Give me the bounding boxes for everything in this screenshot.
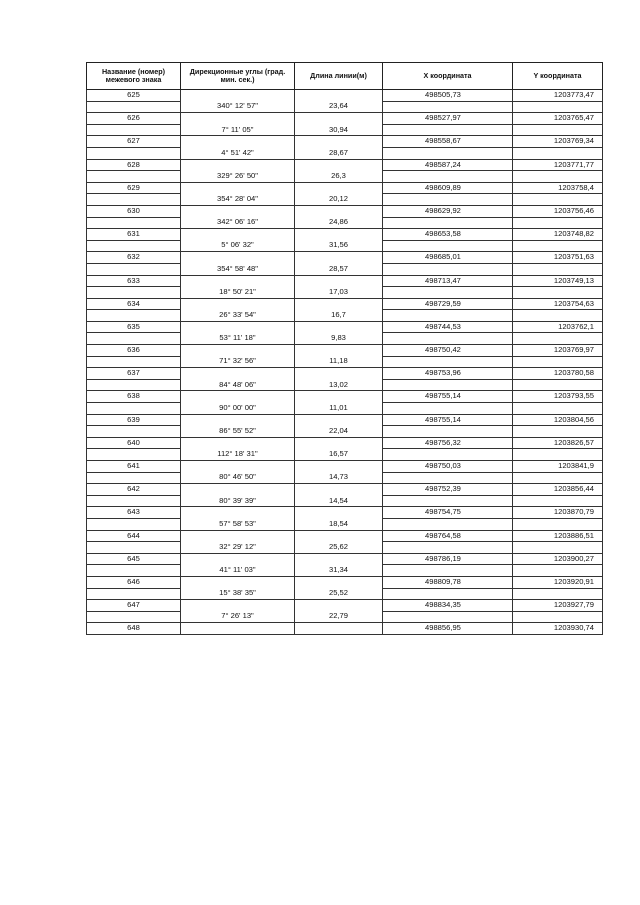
empty-cell: [513, 588, 603, 600]
empty-cell: [383, 403, 513, 415]
empty-cell: [181, 391, 295, 403]
empty-cell: [87, 611, 181, 623]
x-coordinate: 498587,24: [383, 159, 513, 171]
empty-cell: [87, 449, 181, 461]
empty-cell: [181, 205, 295, 217]
direction-angle: 84° 48' 06": [181, 379, 295, 391]
direction-angle: 4° 51' 42": [181, 147, 295, 159]
segment-row: [87, 518, 603, 530]
y-coordinate: 1203773,47: [513, 90, 603, 102]
header-point-name: Название (номер) межевого знака: [87, 63, 181, 90]
empty-cell: [295, 136, 383, 148]
point-row: [87, 90, 603, 102]
y-coordinate: 1203780,58: [513, 368, 603, 380]
empty-cell: [513, 333, 603, 345]
direction-angle: 340° 12' 57": [181, 101, 295, 113]
segment-row: [87, 240, 603, 252]
point-row: [87, 368, 603, 380]
direction-angle: 57° 58' 53": [181, 518, 295, 530]
direction-angle: 90° 00' 00": [181, 403, 295, 415]
point-number: 633: [87, 275, 181, 287]
point-number: 643: [87, 507, 181, 519]
empty-cell: [181, 252, 295, 264]
y-coordinate: 1203793,55: [513, 391, 603, 403]
line-length: 22,79: [295, 611, 383, 623]
empty-cell: [181, 321, 295, 333]
empty-cell: [181, 461, 295, 473]
empty-cell: [87, 379, 181, 391]
y-coordinate: 1203826,57: [513, 437, 603, 449]
empty-cell: [295, 414, 383, 426]
x-coordinate: 498856,95: [383, 623, 513, 635]
empty-cell: [181, 90, 295, 102]
segment-row: [87, 217, 603, 229]
empty-cell: [513, 565, 603, 577]
point-number: 638: [87, 391, 181, 403]
empty-cell: [383, 472, 513, 484]
point-number: 628: [87, 159, 181, 171]
empty-cell: [181, 507, 295, 519]
point-number: 645: [87, 553, 181, 565]
x-coordinate: 498754,75: [383, 507, 513, 519]
point-row: [87, 391, 603, 403]
empty-cell: [383, 240, 513, 252]
line-length: 13,02: [295, 379, 383, 391]
point-row: [87, 205, 603, 217]
segment-row: [87, 101, 603, 113]
segment-row: [87, 379, 603, 391]
point-row: [87, 576, 603, 588]
point-row: [87, 182, 603, 194]
direction-angle: 86° 55' 52": [181, 426, 295, 438]
x-coordinate: 498756,32: [383, 437, 513, 449]
empty-cell: [87, 263, 181, 275]
empty-cell: [513, 147, 603, 159]
segment-row: [87, 356, 603, 368]
x-coordinate: 498764,58: [383, 530, 513, 542]
empty-cell: [87, 565, 181, 577]
line-length: 16,7: [295, 310, 383, 322]
direction-angle: 80° 46' 50": [181, 472, 295, 484]
point-row: [87, 461, 603, 473]
empty-cell: [295, 391, 383, 403]
direction-angle: 342° 06' 16": [181, 217, 295, 229]
x-coordinate: 498653,58: [383, 229, 513, 241]
empty-cell: [87, 472, 181, 484]
empty-cell: [295, 159, 383, 171]
x-coordinate: 498809,78: [383, 576, 513, 588]
empty-cell: [295, 368, 383, 380]
segment-row: [87, 194, 603, 206]
direction-angle: 26° 33' 54": [181, 310, 295, 322]
point-row: [87, 600, 603, 612]
y-coordinate: 1203927,79: [513, 600, 603, 612]
empty-cell: [181, 345, 295, 357]
empty-cell: [295, 576, 383, 588]
direction-angle: 80° 39' 39": [181, 495, 295, 507]
segment-row: [87, 171, 603, 183]
y-coordinate: 1203870,79: [513, 507, 603, 519]
x-coordinate: 498750,03: [383, 461, 513, 473]
y-coordinate: 1203762,1: [513, 321, 603, 333]
direction-angle: 112° 18' 31": [181, 449, 295, 461]
x-coordinate: 498755,14: [383, 391, 513, 403]
empty-cell: [513, 101, 603, 113]
segment-row: [87, 611, 603, 623]
point-row: [87, 229, 603, 241]
empty-cell: [383, 542, 513, 554]
empty-cell: [181, 600, 295, 612]
empty-cell: [383, 147, 513, 159]
empty-cell: [87, 194, 181, 206]
segment-row: [87, 287, 603, 299]
table-header: [87, 63, 603, 90]
line-length: 22,04: [295, 426, 383, 438]
empty-cell: [87, 495, 181, 507]
point-number: 632: [87, 252, 181, 264]
point-number: 630: [87, 205, 181, 217]
point-number: 636: [87, 345, 181, 357]
line-length: 14,54: [295, 495, 383, 507]
point-number: 635: [87, 321, 181, 333]
empty-cell: [295, 623, 383, 635]
point-row: [87, 321, 603, 333]
x-coordinate: 498527,97: [383, 113, 513, 125]
line-length: 30,94: [295, 124, 383, 136]
empty-cell: [181, 298, 295, 310]
empty-cell: [181, 530, 295, 542]
line-length: 28,67: [295, 147, 383, 159]
point-number: 629: [87, 182, 181, 194]
empty-cell: [295, 530, 383, 542]
empty-cell: [513, 194, 603, 206]
line-length: 28,57: [295, 263, 383, 275]
direction-angle: 53° 11' 18": [181, 333, 295, 345]
empty-cell: [181, 229, 295, 241]
line-length: 18,54: [295, 518, 383, 530]
direction-angle: 18° 50' 21": [181, 287, 295, 299]
header-y-coordinate: Y координата: [513, 63, 603, 90]
point-number: 642: [87, 484, 181, 496]
empty-cell: [87, 310, 181, 322]
empty-cell: [513, 449, 603, 461]
empty-cell: [295, 507, 383, 519]
direction-angle: 329° 26' 50": [181, 171, 295, 183]
y-coordinate: 1203749,13: [513, 275, 603, 287]
empty-cell: [87, 356, 181, 368]
line-length: 9,83: [295, 333, 383, 345]
empty-cell: [295, 229, 383, 241]
segment-row: [87, 263, 603, 275]
empty-cell: [181, 484, 295, 496]
segment-row: [87, 472, 603, 484]
empty-cell: [383, 310, 513, 322]
segment-row: [87, 449, 603, 461]
empty-cell: [87, 588, 181, 600]
point-number: 646: [87, 576, 181, 588]
point-row: [87, 275, 603, 287]
segment-row: [87, 124, 603, 136]
empty-cell: [383, 217, 513, 229]
y-coordinate: 1203769,34: [513, 136, 603, 148]
empty-cell: [181, 553, 295, 565]
empty-cell: [513, 171, 603, 183]
x-coordinate: 498713,47: [383, 275, 513, 287]
empty-cell: [383, 124, 513, 136]
y-coordinate: 1203856,44: [513, 484, 603, 496]
line-length: 24,86: [295, 217, 383, 229]
empty-cell: [181, 136, 295, 148]
x-coordinate: 498629,92: [383, 205, 513, 217]
line-length: 25,52: [295, 588, 383, 600]
empty-cell: [87, 426, 181, 438]
point-row: [87, 159, 603, 171]
x-coordinate: 498753,96: [383, 368, 513, 380]
line-length: 31,34: [295, 565, 383, 577]
direction-angle: 354° 58' 48": [181, 263, 295, 275]
point-row: [87, 252, 603, 264]
point-number: 648: [87, 623, 181, 635]
segment-row: [87, 147, 603, 159]
empty-cell: [295, 298, 383, 310]
line-length: 26,3: [295, 171, 383, 183]
y-coordinate: 1203769,97: [513, 345, 603, 357]
point-row: [87, 437, 603, 449]
empty-cell: [383, 333, 513, 345]
empty-cell: [383, 588, 513, 600]
direction-angle: 15° 38' 35": [181, 588, 295, 600]
empty-cell: [181, 437, 295, 449]
point-number: 625: [87, 90, 181, 102]
line-length: 20,12: [295, 194, 383, 206]
segment-row: [87, 495, 603, 507]
empty-cell: [181, 414, 295, 426]
empty-cell: [513, 495, 603, 507]
empty-cell: [87, 518, 181, 530]
segment-row: [87, 403, 603, 415]
empty-cell: [513, 217, 603, 229]
empty-cell: [383, 379, 513, 391]
empty-cell: [383, 495, 513, 507]
segment-row: [87, 588, 603, 600]
empty-cell: [513, 542, 603, 554]
empty-cell: [87, 171, 181, 183]
point-row: [87, 484, 603, 496]
point-number: 639: [87, 414, 181, 426]
x-coordinate: 498744,53: [383, 321, 513, 333]
empty-cell: [87, 124, 181, 136]
x-coordinate: 498685,01: [383, 252, 513, 264]
line-length: 11,18: [295, 356, 383, 368]
empty-cell: [383, 611, 513, 623]
header-line-length: Длина линии(м): [295, 63, 383, 90]
y-coordinate: 1203930,74: [513, 623, 603, 635]
segment-row: [87, 333, 603, 345]
line-length: 16,57: [295, 449, 383, 461]
direction-angle: 5° 06' 32": [181, 240, 295, 252]
line-length: 31,56: [295, 240, 383, 252]
point-row: [87, 507, 603, 519]
segment-row: [87, 565, 603, 577]
x-coordinate: 498609,89: [383, 182, 513, 194]
empty-cell: [513, 263, 603, 275]
empty-cell: [513, 310, 603, 322]
empty-cell: [295, 182, 383, 194]
empty-cell: [295, 345, 383, 357]
y-coordinate: 1203771,77: [513, 159, 603, 171]
boundary-coordinates-table: [86, 62, 602, 635]
point-number: 627: [87, 136, 181, 148]
empty-cell: [295, 484, 383, 496]
empty-cell: [383, 101, 513, 113]
empty-cell: [181, 182, 295, 194]
x-coordinate: 498834,35: [383, 600, 513, 612]
empty-cell: [295, 461, 383, 473]
empty-cell: [87, 333, 181, 345]
table-body: [87, 90, 603, 635]
y-coordinate: 1203900,27: [513, 553, 603, 565]
y-coordinate: 1203804,56: [513, 414, 603, 426]
y-coordinate: 1203920,91: [513, 576, 603, 588]
segment-row: [87, 426, 603, 438]
empty-cell: [383, 449, 513, 461]
empty-cell: [383, 518, 513, 530]
empty-cell: [513, 356, 603, 368]
y-coordinate: 1203756,46: [513, 205, 603, 217]
point-number: 634: [87, 298, 181, 310]
point-row: [87, 136, 603, 148]
x-coordinate: 498752,39: [383, 484, 513, 496]
point-number: 641: [87, 461, 181, 473]
direction-angle: 7° 11' 05": [181, 124, 295, 136]
line-length: 11,01: [295, 403, 383, 415]
empty-cell: [513, 403, 603, 415]
empty-cell: [383, 287, 513, 299]
empty-cell: [87, 403, 181, 415]
line-length: 23,64: [295, 101, 383, 113]
empty-cell: [295, 90, 383, 102]
point-number: 644: [87, 530, 181, 542]
x-coordinate: 498755,14: [383, 414, 513, 426]
empty-cell: [295, 205, 383, 217]
line-length: 17,03: [295, 287, 383, 299]
point-number: 626: [87, 113, 181, 125]
y-coordinate: 1203754,63: [513, 298, 603, 310]
empty-cell: [87, 240, 181, 252]
empty-cell: [513, 611, 603, 623]
point-row: [87, 298, 603, 310]
empty-cell: [87, 147, 181, 159]
empty-cell: [181, 159, 295, 171]
empty-cell: [383, 426, 513, 438]
point-row: [87, 530, 603, 542]
empty-cell: [295, 553, 383, 565]
y-coordinate: 1203748,82: [513, 229, 603, 241]
empty-cell: [87, 287, 181, 299]
point-row: [87, 553, 603, 565]
header-x-coordinate: X координата: [383, 63, 513, 90]
direction-angle: 41° 11' 03": [181, 565, 295, 577]
point-row: [87, 345, 603, 357]
empty-cell: [87, 101, 181, 113]
header-direction-angle: Дирекционные углы (град. мин. сек.): [181, 63, 295, 90]
empty-cell: [513, 518, 603, 530]
line-length: 14,73: [295, 472, 383, 484]
direction-angle: 7° 26' 13": [181, 611, 295, 623]
x-coordinate: 498750,42: [383, 345, 513, 357]
y-coordinate: 1203758,4: [513, 182, 603, 194]
empty-cell: [87, 217, 181, 229]
empty-cell: [295, 321, 383, 333]
empty-cell: [295, 600, 383, 612]
point-row: [87, 414, 603, 426]
point-number: 631: [87, 229, 181, 241]
y-coordinate: 1203841,9: [513, 461, 603, 473]
x-coordinate: 498786,19: [383, 553, 513, 565]
empty-cell: [295, 113, 383, 125]
empty-cell: [181, 623, 295, 635]
y-coordinate: 1203751,63: [513, 252, 603, 264]
empty-cell: [383, 356, 513, 368]
empty-cell: [383, 194, 513, 206]
empty-cell: [513, 240, 603, 252]
empty-cell: [513, 426, 603, 438]
empty-cell: [383, 263, 513, 275]
point-number: 640: [87, 437, 181, 449]
empty-cell: [181, 368, 295, 380]
empty-cell: [513, 472, 603, 484]
point-number: 647: [87, 600, 181, 612]
x-coordinate: 498505,73: [383, 90, 513, 102]
direction-angle: 71° 32' 56": [181, 356, 295, 368]
segment-row: [87, 310, 603, 322]
empty-cell: [513, 124, 603, 136]
y-coordinate: 1203765,47: [513, 113, 603, 125]
x-coordinate: 498558,67: [383, 136, 513, 148]
direction-angle: 32° 29' 12": [181, 542, 295, 554]
empty-cell: [181, 576, 295, 588]
point-row: [87, 113, 603, 125]
line-length: 25,62: [295, 542, 383, 554]
point-row: [87, 623, 603, 635]
empty-cell: [295, 275, 383, 287]
empty-cell: [513, 287, 603, 299]
direction-angle: 354° 28' 04": [181, 194, 295, 206]
x-coordinate: 498729,59: [383, 298, 513, 310]
empty-cell: [295, 252, 383, 264]
empty-cell: [383, 565, 513, 577]
empty-cell: [513, 379, 603, 391]
empty-cell: [181, 275, 295, 287]
empty-cell: [383, 171, 513, 183]
empty-cell: [87, 542, 181, 554]
point-number: 637: [87, 368, 181, 380]
segment-row: [87, 542, 603, 554]
coordinates-table: [86, 62, 603, 635]
y-coordinate: 1203886,51: [513, 530, 603, 542]
empty-cell: [181, 113, 295, 125]
empty-cell: [295, 437, 383, 449]
